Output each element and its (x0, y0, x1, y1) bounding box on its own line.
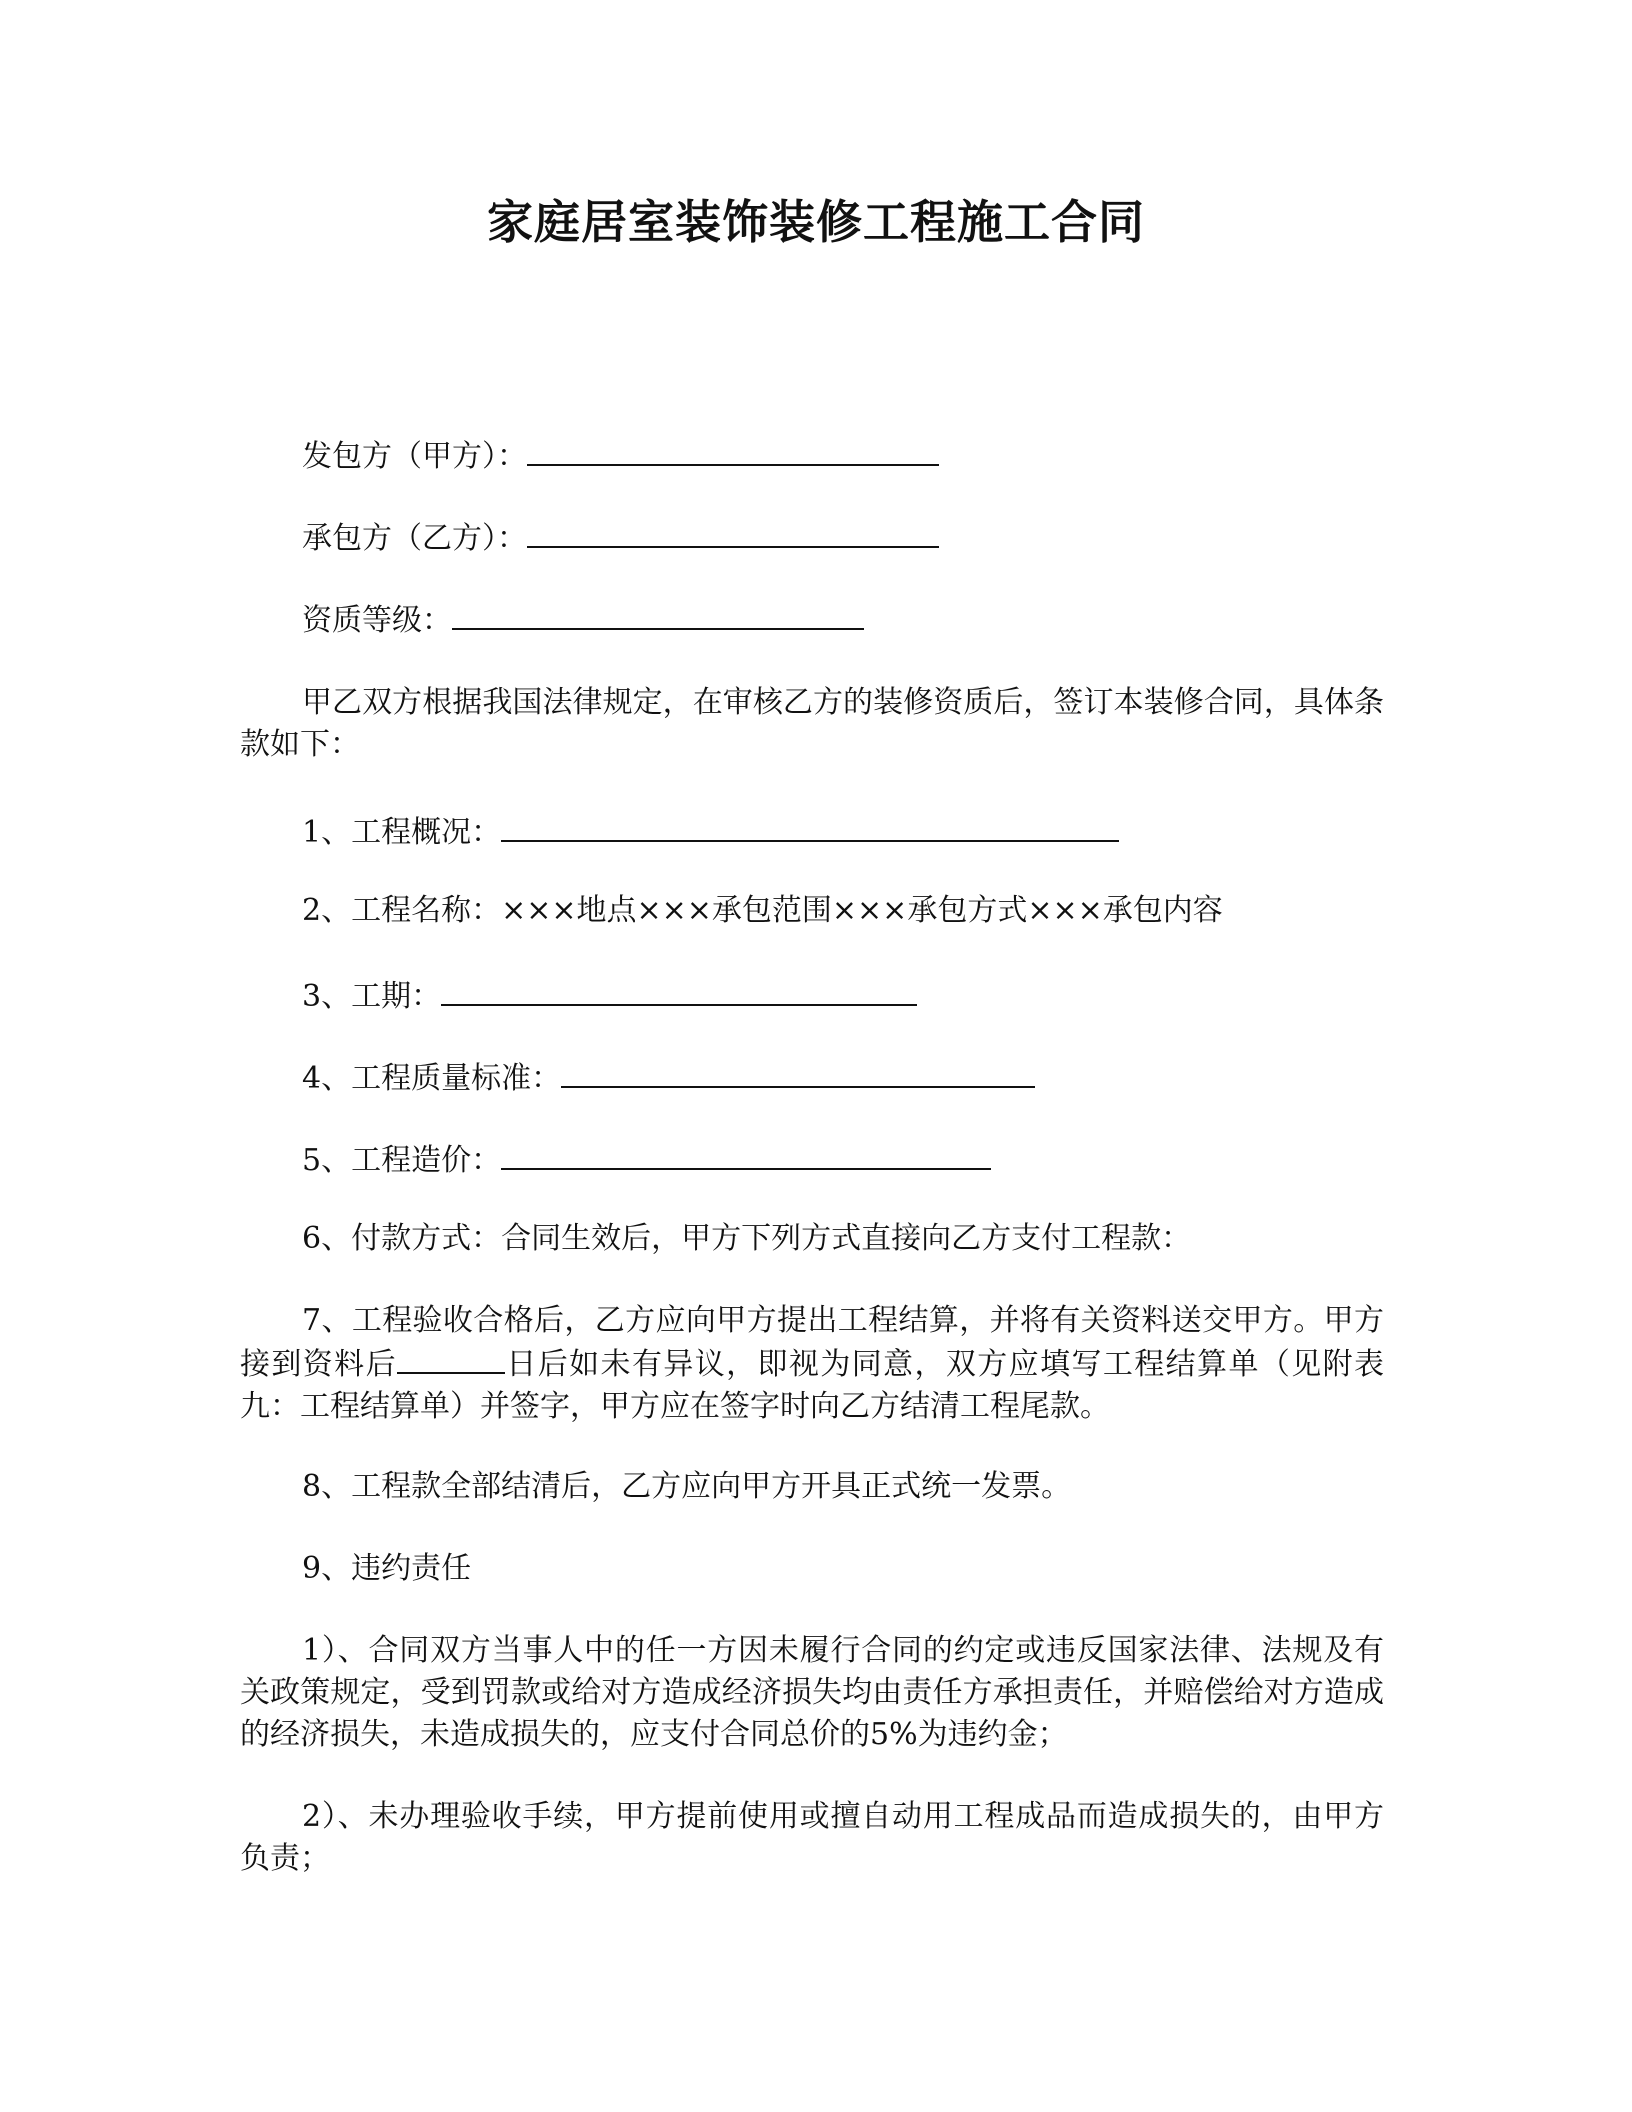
item-3 (302, 972, 917, 1018)
item-4-blank (561, 1054, 1035, 1088)
party-b-label: 承包方（乙方）： (302, 521, 527, 556)
item-1 (302, 808, 1119, 854)
item-5-label: 5、工程造价： (302, 1143, 502, 1178)
party-a-label: 发包方（甲方）： (302, 439, 527, 474)
item-1-label: 1、工程概况： (302, 815, 502, 850)
item-8: 8、工程款全部结清后，乙方应向甲方开具正式统一发票。 (302, 1469, 1072, 1504)
item-6: 6、付款方式：合同生效后，甲方下列方式直接向乙方支付工程款： (302, 1221, 1192, 1256)
item-4-label: 4、工程质量标准： (302, 1061, 562, 1096)
item-9: 9、违约责任 (302, 1551, 472, 1586)
intro-paragraph: 甲乙双方根据我国法律规定，在审核乙方的装修资质后，签订本装修合同，具体条款如下： (240, 685, 1384, 762)
item-4 (302, 1054, 1035, 1100)
item-1-blank (501, 808, 1119, 842)
qualification-field (302, 596, 864, 642)
party-b-blank (527, 514, 939, 548)
party-a-blank (527, 432, 939, 466)
item-7 (240, 1300, 1384, 1428)
item-7-blank (397, 1342, 505, 1374)
item-2: 2、工程名称：×××地点×××承包范围×××承包方式×××承包内容 (302, 893, 1223, 928)
item-3-label: 3、工期： (302, 979, 442, 1014)
party-a-field (302, 432, 939, 478)
item-5-blank (501, 1136, 991, 1170)
item-7-part-b: 日后如未有异议，即视为同意，双方应填写工程结算单（见附表九：工程结算单）并签字，甲方应在签字时向乙方结清工程尾款。 (240, 1347, 1385, 1424)
qualification-label: 资质等级： (302, 603, 452, 638)
item-3-blank (441, 972, 917, 1006)
item-9-1: 1）、合同双方当事人中的任一方因未履行合同的约定或违反国家法律、法规及有关政策规定，受到罚款或给对方造成经济损失均由责任方承担责任，并赔偿给对方造成的经济损失，未造成损失的，应支付合同总价的5%为违约金； (240, 1633, 1384, 1752)
item-7-part-a: 7、工程验收合格后，乙方应向甲方提出工程结算，并将有关资料送交甲方。甲方接到资料后 (240, 1303, 1384, 1382)
party-b-field (302, 514, 939, 560)
document-title: 家庭居室装饰装修工程施工合同 (487, 195, 1145, 249)
item-9-2: 2）、未办理验收手续，甲方提前使用或擅自动用工程成品而造成损失的，由甲方负责； (240, 1799, 1384, 1876)
item-5 (302, 1136, 991, 1182)
qualification-blank (452, 596, 864, 630)
